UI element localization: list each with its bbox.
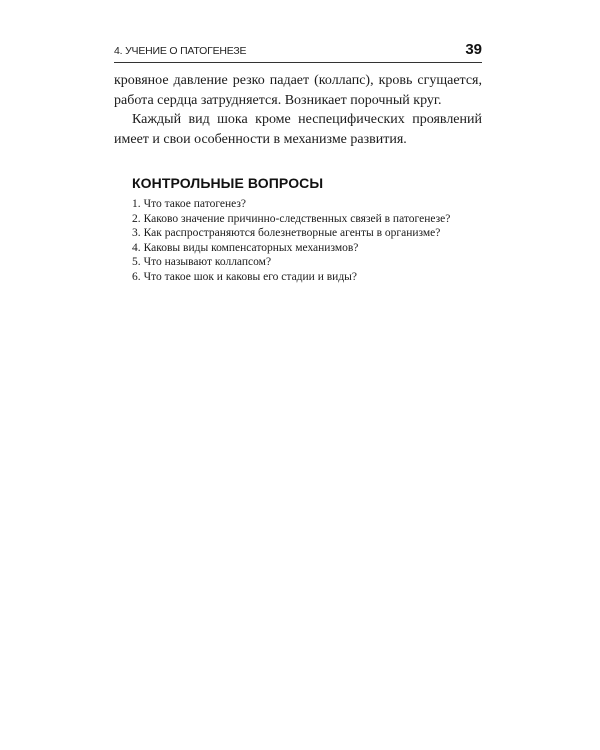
question-number: 1. xyxy=(132,198,141,210)
question-text: Как распространяются болезнетворные агенты в организме? xyxy=(143,227,441,239)
chapter-title: 4. УЧЕНИЕ О ПАТОГЕНЕЗЕ xyxy=(114,45,247,57)
question-number: 3. xyxy=(132,227,141,239)
list-item xyxy=(114,241,482,256)
page-number: 39 xyxy=(465,41,482,58)
paragraph-shock-types: Каждый вид шока кроме неспецифических проявлений имеет и свои особенности в механизме развития. xyxy=(114,112,482,147)
book-page xyxy=(114,40,482,284)
list-item xyxy=(114,226,482,241)
question-text: Каковы виды компенсаторных механизмов? xyxy=(143,241,359,254)
question-text: Что такое патогенез? xyxy=(143,198,247,210)
question-text: Что называют коллапсом? xyxy=(143,256,272,268)
questions-list xyxy=(114,197,482,284)
question-number: 2. xyxy=(132,212,141,225)
paragraph-continuation: кровяное давление резко падает (коллапс), кровь сгущается, работа сердца затрудняется. Возникает порочный круг. xyxy=(114,73,482,108)
question-text: Каково значение причинно-следственных связей в патогенезе? xyxy=(143,212,451,225)
section-heading: КОНТРОЛЬНЫЕ ВОПРОСЫ xyxy=(132,175,324,191)
list-item xyxy=(114,255,482,270)
list-item xyxy=(114,197,482,212)
list-item xyxy=(114,212,482,227)
question-text: Что такое шок и каковы его стадии и виды? xyxy=(143,270,358,283)
question-number: 6. xyxy=(132,270,141,283)
question-number: 5. xyxy=(132,256,141,268)
list-item xyxy=(114,270,482,285)
question-number: 4. xyxy=(132,241,141,254)
body-text xyxy=(114,71,482,149)
running-header xyxy=(114,40,482,63)
